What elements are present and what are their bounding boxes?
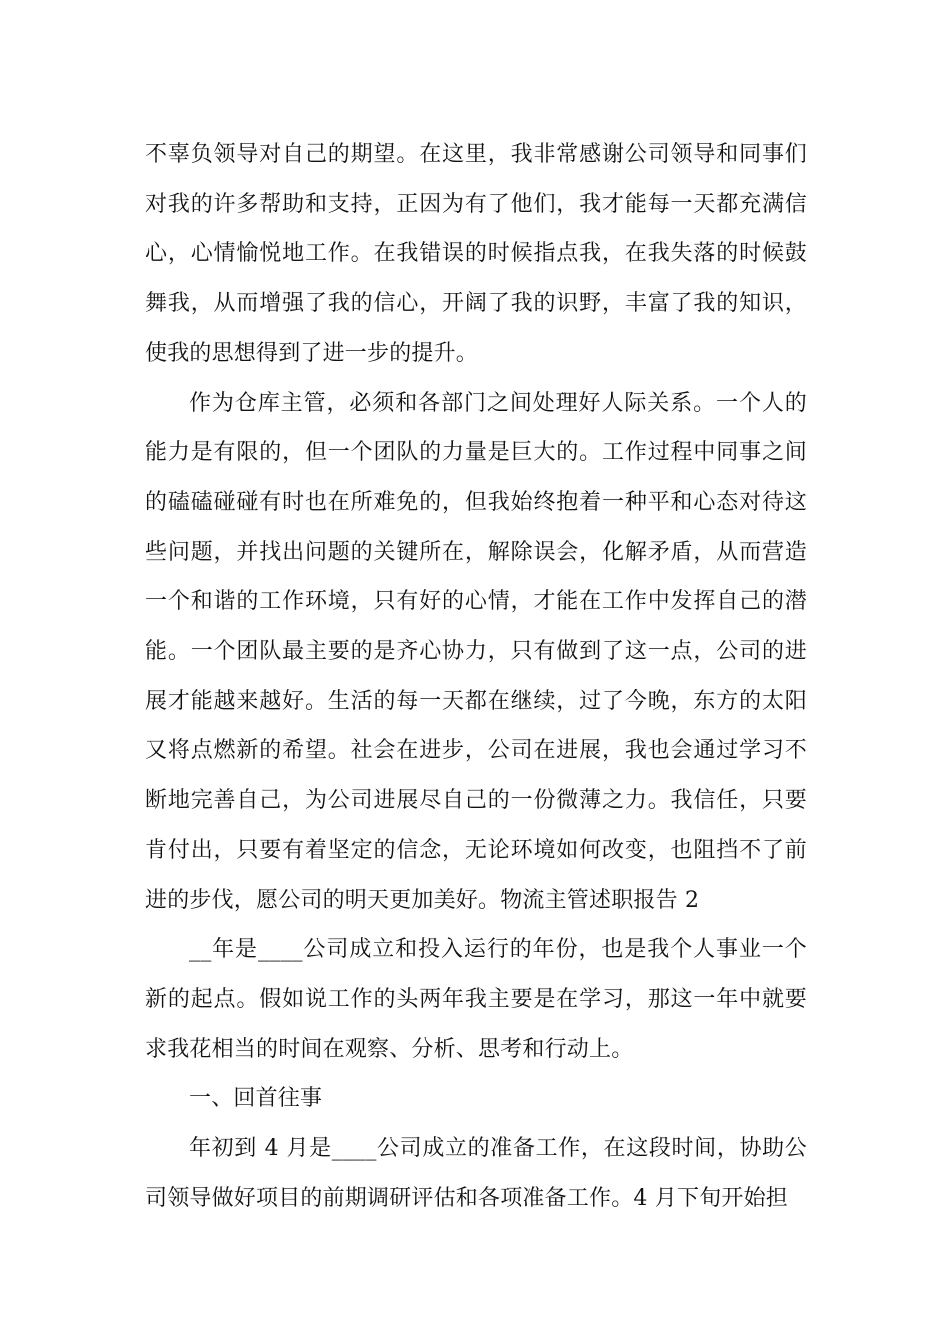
paragraph-warehouse-supervisor: 作为仓库主管，必须和各部门之间处理好人际关系。一个人的能力是有限的，但一个团队的力量是巨大的。工作过程中同事之间的磕磕碰碰有时也在所难免的，但我始终抱着一种平和心态对待这些问题，并找出问题的关键所在，解除误会，化解矛盾，从而营造一个和谐的工作环境，只有好的心情，才能在工作中发挥自己的潜能。一个团队最主要的是齐心协力，只有做到了这一点，公司的进展才能越来越好。生活的每一天都在继续，过了今晚，东方的太阳又将点燃新的希望。社会在进步，公司在进展，我也会通过学习不断地完善自己，为公司进展尽自己的一份微薄之力。我信任，只要肯付出，只要有着坚定的信念，无论环境如何改变，也阻挡不了前进的步伐，愿公司的明天更加美好。物流主管述职报告 2 bbox=[145, 390, 807, 913]
paragraph-year-start: __年是____公司成立和投入运行的年份，也是我个人事业一个新的起点。假如说工作的头两年我主要是在学习，那这一年中就要求我花相当的时间在观察、分析、思考和行动上。 bbox=[145, 937, 807, 1062]
paragraph-continuation: 不辜负领导对自己的期望。在这里，我非常感谢公司领导和同事们对我的许多帮助和支持，正因为有了他们，我才能每一天都充满信心，心情愉悦地工作。在我错误的时候指点我，在我失落的时候鼓舞我，从而增强了我的信心，开阔了我的识野，丰富了我的知识，使我的思想得到了进一步的提升。 bbox=[145, 142, 807, 366]
section-heading-review: 一、回首往事 bbox=[189, 1086, 323, 1112]
paragraph-early-year: 年初到 4 月是____公司成立的准备工作，在这段时间，协助公司领导做好项目的前期调研评估和各项准备工作。4 月下旬开始担 bbox=[145, 1136, 807, 1211]
document-body bbox=[145, 130, 807, 1223]
